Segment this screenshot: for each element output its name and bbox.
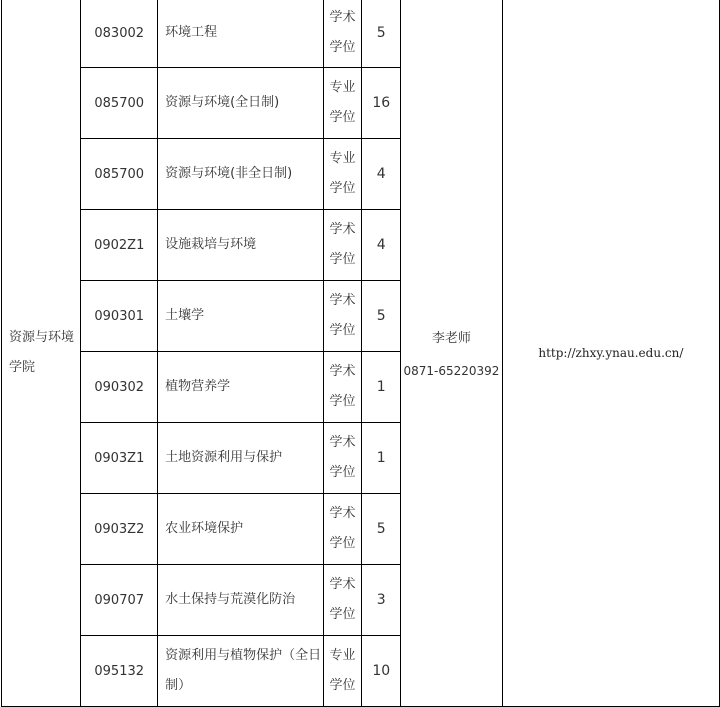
name-cell: 设施栽培与环境 <box>158 210 324 281</box>
quota-cell: 5 <box>362 281 401 352</box>
name-cell: 农业环境保护 <box>158 494 324 565</box>
admissions-table <box>1 0 720 707</box>
type-line-2: 学位 <box>329 536 356 551</box>
quota-cell: 5 <box>362 0 401 68</box>
type-line-2: 学位 <box>329 607 356 622</box>
type-line-1: 专业 <box>329 80 356 95</box>
name-cell: 植物营养学 <box>158 352 324 423</box>
code-cell: 090302 <box>81 352 158 423</box>
type-line-1: 学术 <box>329 10 356 25</box>
type-line-1: 学术 <box>329 506 356 521</box>
type-cell <box>323 68 362 139</box>
code-cell: 0902Z1 <box>81 210 158 281</box>
type-line-1: 专业 <box>329 648 356 663</box>
name-cell: 资源与环境(全日制) <box>158 68 324 139</box>
contact-teacher: 李老师 <box>431 331 471 346</box>
code-cell: 0903Z2 <box>81 494 158 565</box>
table-row <box>2 0 720 68</box>
type-cell <box>323 352 362 423</box>
college-cell <box>2 0 81 707</box>
type-line-2: 学位 <box>329 465 356 480</box>
college-name: 资源与环境学院 <box>9 329 75 375</box>
type-line-2: 学位 <box>329 181 356 196</box>
name-cell: 土地资源利用与保护 <box>158 423 324 494</box>
code-cell: 090707 <box>81 565 158 636</box>
quota-cell: 4 <box>362 210 401 281</box>
name-cell: 土壤学 <box>158 281 324 352</box>
type-cell <box>323 0 362 68</box>
code-cell: 0903Z1 <box>81 423 158 494</box>
code-cell: 083002 <box>81 0 158 68</box>
type-cell <box>323 565 362 636</box>
website-link[interactable]: http://zhxy.ynau.edu.cn/ <box>538 345 684 360</box>
name-cell: 水土保持与荒漠化防治 <box>158 565 324 636</box>
code-cell: 095132 <box>81 636 158 707</box>
type-cell <box>323 423 362 494</box>
type-line-2: 学位 <box>329 678 356 693</box>
name-cell: 资源利用与植物保护（全日制） <box>158 636 324 707</box>
type-line-1: 专业 <box>329 151 356 166</box>
quota-cell: 16 <box>362 68 401 139</box>
type-cell <box>323 494 362 565</box>
code-cell: 090301 <box>81 281 158 352</box>
type-line-2: 学位 <box>329 252 356 267</box>
website-cell <box>502 0 719 707</box>
name-cell: 环境工程 <box>158 0 324 68</box>
contact-cell <box>401 0 503 707</box>
type-cell <box>323 210 362 281</box>
quota-cell: 1 <box>362 423 401 494</box>
type-cell <box>323 281 362 352</box>
type-line-1: 学术 <box>329 222 356 237</box>
code-cell: 085700 <box>81 139 158 210</box>
name-cell: 资源与环境(非全日制) <box>158 139 324 210</box>
quota-cell: 3 <box>362 565 401 636</box>
type-line-2: 学位 <box>329 40 356 55</box>
quota-cell: 1 <box>362 352 401 423</box>
type-line-1: 学术 <box>329 364 356 379</box>
type-line-2: 学位 <box>329 323 356 338</box>
type-line-2: 学位 <box>329 394 356 409</box>
type-cell <box>323 636 362 707</box>
quota-cell: 10 <box>362 636 401 707</box>
type-line-1: 学术 <box>329 577 356 592</box>
quota-cell: 5 <box>362 494 401 565</box>
type-line-2: 学位 <box>329 110 356 125</box>
quota-cell: 4 <box>362 139 401 210</box>
type-line-1: 学术 <box>329 293 356 308</box>
type-cell <box>323 139 362 210</box>
contact-phone: 0871-65220392 <box>403 364 500 378</box>
type-line-1: 学术 <box>329 435 356 450</box>
code-cell: 085700 <box>81 68 158 139</box>
